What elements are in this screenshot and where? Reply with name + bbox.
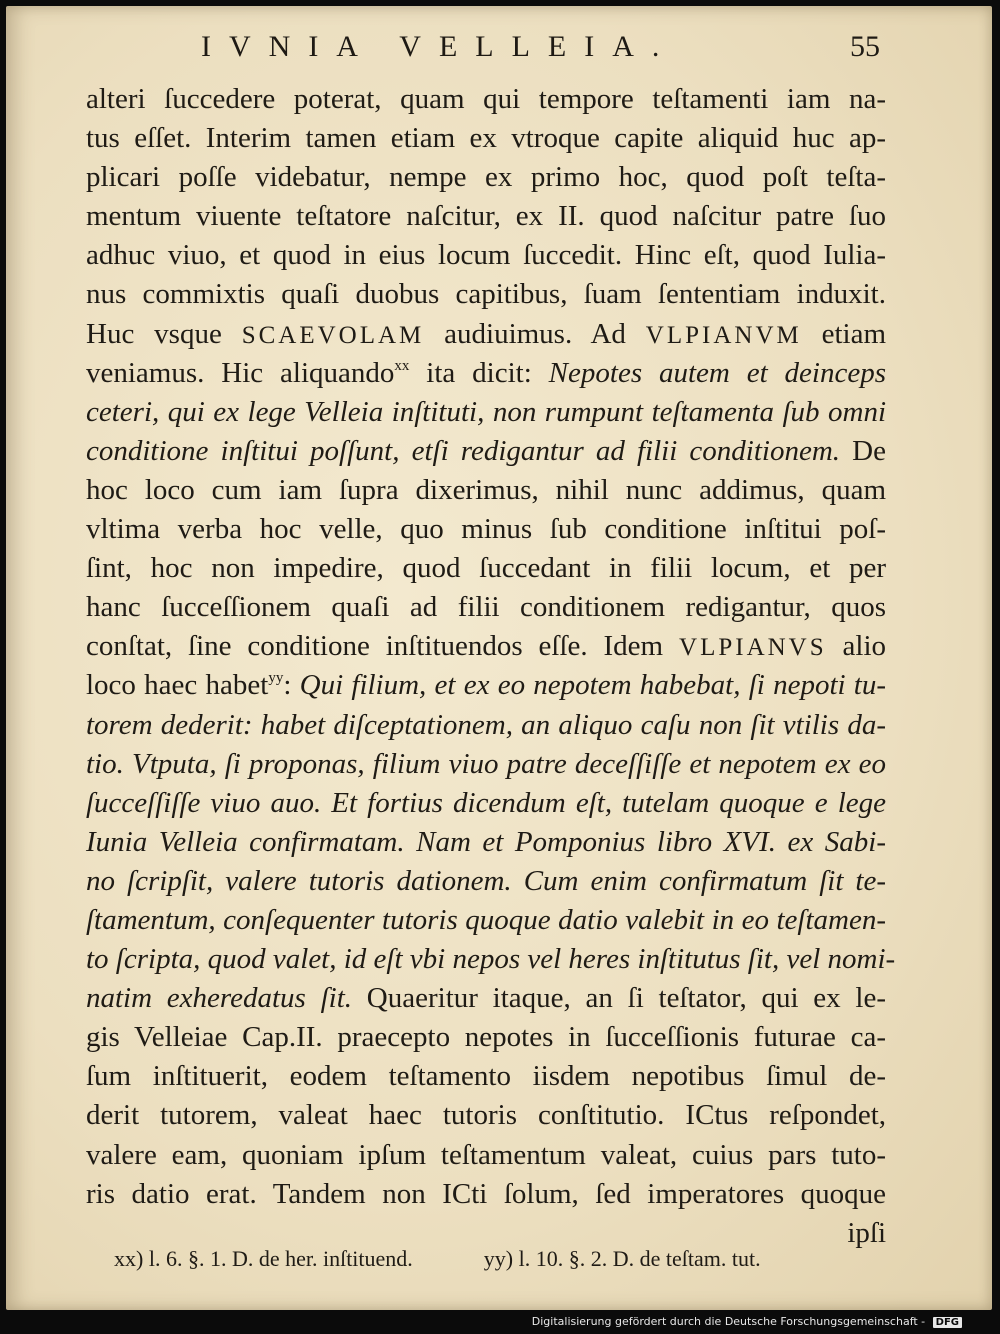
credit-text: Digitalisierung gefördert durch die Deutsche Forschungsgemeinschaft - [531,1315,926,1328]
text-line [86,354,886,393]
digitization-credit [532,1315,962,1328]
text-segment: conſtat, ſine conditione inſtituendos eſſe. Idem [86,630,664,663]
author-name-ulpianum: VLPIANVM [645,321,802,349]
text-segment: : [283,669,292,702]
text-segment: audiuimus. Ad [444,317,626,350]
text-line: alteri ſuccedere poterat, quam qui tempore teſtamenti iam na- [86,83,886,115]
author-name-ulpianus: VLPIANVS [679,634,827,662]
text-segment: loco haec habet [86,669,269,702]
footnote-ref-xx: xx [394,357,410,374]
quotation: natim exheredatus ſit. [86,982,353,1015]
page-header [6,28,992,68]
text-line: hoc loco cum iam ſupra dixerimus, nihil nunc addimus, quam [86,473,886,506]
text-segment: ita dicit: [426,356,532,389]
text-line: gis Velleiae Cap.II. praecepto nepotes in ſucceſſionis futurae ca- [86,1021,886,1054]
text-line: tus eſſet. Interim tamen etiam ex vtroque capite aliquid huc ap- [86,122,886,155]
text-line: ſum inſtituerit, eodem teſtamento iisdem nepotibus ſimul de- [86,1060,886,1093]
text-segment: veniamus. Hic aliquando [86,356,395,389]
quotation-line: to ſcripta, quod valet, id eſt vbi nepos vel heres inſtitutus ſit, vel nomi- [86,943,896,976]
footnote-ref-yy: yy [268,670,284,687]
text-line: ſint, hoc non impedire, quod ſuccedant in filii locum, et per [86,552,886,585]
catchword: ipſi [847,1216,886,1249]
quotation-line: torem dederit: habet diſceptationem, an aliquo caſu non ſit vtilis da- [86,708,886,741]
text-line [86,979,886,1018]
dfg-logo-icon: DFG [933,1317,962,1328]
text-segment: De [852,434,886,467]
quotation: Qui filium, et ex eo nepotem habebat, ſi nepoti tu- [299,669,887,702]
quotation: conditione inſtitui poſſunt, etſi redigantur ad filii conditionem. [86,434,841,467]
body-text [86,80,896,1253]
quotation-line: ſtamentum, conſequenter tutoris quoque datio valebit in eo teſtamen- [86,903,886,936]
quotation-line: tio. Vtputa, ſi proponas, filium viuo patre deceſſiſſe et nepotem ex eo [86,747,886,780]
footnotes [114,1246,874,1272]
text-line: hanc ſucceſſionem quaſi ad filii conditionem redigantur, quos [86,591,886,624]
running-title: IVNIA VELLEIA. [201,30,678,63]
text-line [86,432,886,471]
text-line: plicari poſſe videbatur, nempe ex primo hoc, quod poſt teſta- [86,161,886,194]
text-line: nus commixtis quaſi duobus capitibus, ſuam ſententiam induxit. [86,278,886,311]
quotation-line: no ſcripſit, valere tutoris dationem. Cum enim confirmatum ſit te- [86,864,886,897]
text-line [86,315,886,354]
quotation-line: ceteri, qui ex lege Velleia inſtituti, non rumpunt teſtamenta ſub omni [86,395,886,428]
text-line: derit tutorem, valeat haec tutoris conſtitutio. ICtus reſpondet, [86,1099,886,1132]
quotation-line: ſucceſſiſſe viuo auo. Et fortius dicendum eſt, tutelam quoque e lege [86,786,886,819]
text-segment: etiam [821,317,887,350]
footnote-xx: xx) l. 6. §. 1. D. de her. inſtituend. [114,1246,413,1271]
text-line: mentum viuente teſtatore naſcitur, ex II. quod naſcitur patre ſuo [86,200,886,233]
author-name-scaevola: SCAEVOLAM [241,321,425,349]
text-line: adhuc viuo, et quod in eius locum ſuccedit. Hinc eſt, quod Iulia- [86,239,886,272]
text-line [86,627,886,666]
text-line [86,666,886,705]
quotation: Nepotes autem et deinceps [548,356,887,389]
text-segment: alio [842,630,887,663]
text-segment: Huc vsque [86,317,222,350]
text-line: valere eam, quoniam ipſum teſtamentum valeat, cuius pars tuto- [86,1138,886,1171]
book-page [6,6,992,1310]
page-number: 55 [850,30,880,63]
text-line: ris datio erat. Tandem non ICti ſolum, ſed imperatores quoque [86,1177,886,1210]
text-line: vltima verba hoc velle, quo minus ſub conditione inſtitui poſ- [86,513,886,546]
quotation-line: Iunia Velleia confirmatam. Nam et Pomponius libro XVI. ex Sabi- [86,825,886,858]
text-segment: Quaeritur itaque, an ſi teſtator, qui ex le- [366,982,886,1015]
footnote-yy: yy) l. 10. §. 2. D. de teſtam. tut. [483,1246,761,1271]
